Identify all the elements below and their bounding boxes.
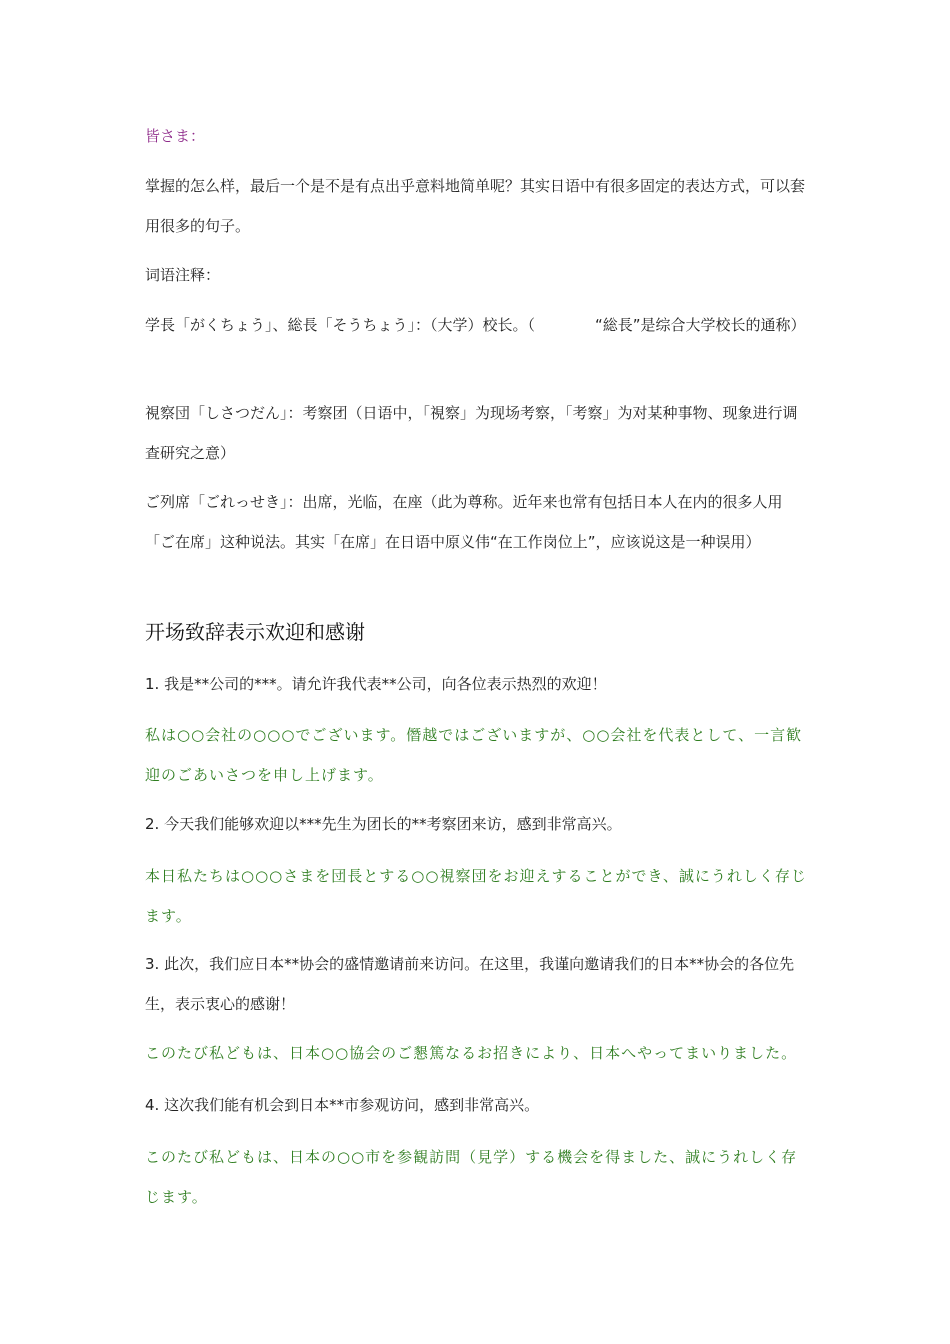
japanese-sentence: 本日私たちは○○○さまを団長とする○○視察団をお迎えすることができ、誠にうれしく存じます。 xyxy=(145,867,807,925)
chinese-sentence: 1. 我是**公司的***。请允许我代表**公司，向各位表示热烈的欢迎！ xyxy=(145,675,607,693)
chinese-sentence: 4. 这次我们能有机会到日本**市参观访问，感到非常高兴。 xyxy=(145,1096,540,1114)
chinese-sentence: 2. 今天我们能够欢迎以***先生为团长的**考察团来访，感到非常高兴。 xyxy=(145,815,622,833)
greeting: 皆さま： xyxy=(145,127,206,145)
chinese-sentence: 3. 此次，我们应日本**协会的盛情邀请前来访问。在这里，我谨向邀请我们的日本**协会的各位先生，表示衷心的感谢！ xyxy=(145,955,795,1013)
notes-title: 词语注释： xyxy=(145,266,221,284)
note-item: 視察団「しさつだん」：考察团（日语中，「視察」为现场考察，「考察」为对某种事物、现象进行调查研究之意） xyxy=(145,404,798,462)
japanese-sentence: このたび私どもは、日本の○○市を参観訪問（見学）する機会を得ました、誠にうれしく存じます。 xyxy=(145,1148,798,1206)
japanese-sentence: 私は○○会社の○○○でございます。僭越ではございますが、○○会社を代表として、一言歓迎のごあいさつを申し上げます。 xyxy=(145,726,803,784)
section-heading: 开场致辞表示欢迎和感谢 xyxy=(145,620,365,644)
note-item: ご列席「ごれっせき」：出席，光临，在座（此为尊称。近年来也常有包括日本人在内的很多人用「ご在席」这种说法。其实「在席」在日语中原义伟“在工作岗位上”，应该说这是一种误用） xyxy=(145,493,783,551)
intro-paragraph: 掌握的怎么样，最后一个是不是有点出乎意料地简单呢？其实日语中有很多固定的表达方式，可以套用很多的句子。 xyxy=(145,177,806,235)
note-item: 学長「がくちょう」、総長「そうちょう」：（大学）校长。（ “総長”是综合大学校长的通称） xyxy=(145,316,806,334)
japanese-sentence: このたび私どもは、日本○○協会のご懇篤なるお招きにより、日本へやってまいりました。 xyxy=(145,1044,798,1062)
